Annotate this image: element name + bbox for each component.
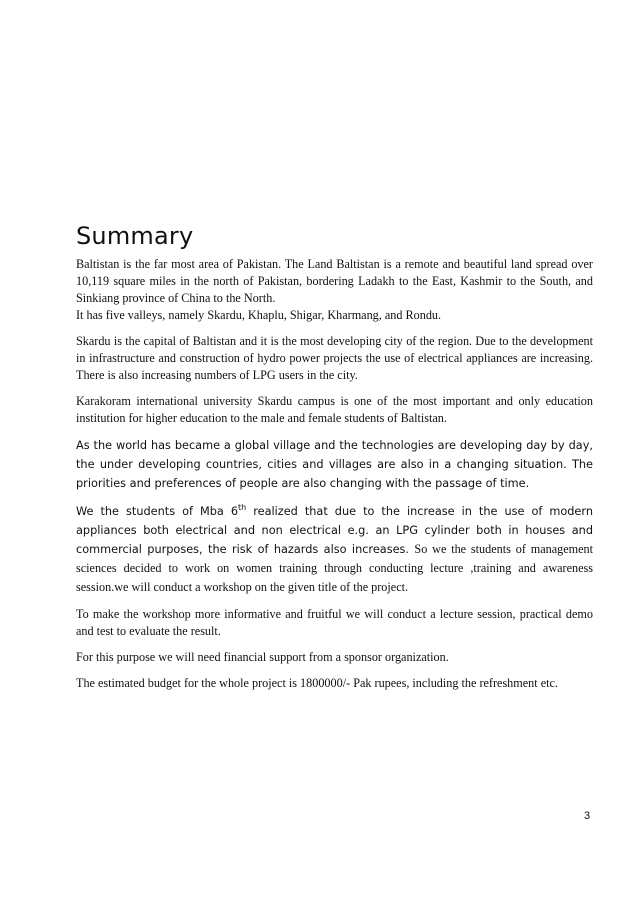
page-number: 3 [584,810,591,822]
students-text-middle: realized that due to the increase in the use of modern appliances both electrical and non electrical e.g. an LPG cylinder both in houses and commercial purposes, the risk of hazards also increases. [76,505,593,556]
paragraph-global-village: As the world has became a global village and the technologies are developing day by day, the under developing countries, cities and villages are also in a changing situation. The priorities and preferences of people are also changing with the passage of time. [76,439,593,490]
valleys-text: It has five valleys, namely Skardu, Khaplu, Shigar, Kharmang, and Rondu. [76,308,442,322]
students-text-start: We the students of Mba 6 [76,505,239,518]
paragraph-valleys [76,307,593,324]
paragraph-students [76,502,593,597]
intro-text: Baltistan is the far most area of Pakistan. The Land Baltistan is a remote and beautiful land spread over 10,119 square miles in the north of Pakistan, bordering Ladakh to the East, Kashmir to the South, and Sinkiang province of China to the North. [76,257,593,305]
paragraph-workshop: To make the workshop more informative and fruitful we will conduct a lecture session, practical demo and test to evaluate the result. [76,607,593,638]
page-title: Summary [76,222,194,250]
paragraph-skardu: Skardu is the capital of Baltistan and it is the most developing city of the region. Due to the development in infrastructure and construction of hydro power projects the use of electrical appliances are increasing. There is also increasing numbers of LPG users in the city. [76,334,593,382]
summary-section [76,222,593,701]
paragraph-university: Karakoram international university Skardu campus is one of the most important and only education institution for higher education to the male and female students of Baltistan. [76,394,593,425]
paragraph-budget: The estimated budget for the whole project is 1800000/- Pak rupees, including the refreshment etc. [76,676,558,690]
paragraph-intro [76,256,593,307]
students-text-end: So we the students of management sciences decided to work on women training through conducting lecture ,training and awareness session.we will conduct a workshop on the given title of the project. [76,542,593,594]
ordinal-suffix: th [238,503,247,513]
paragraph-financial: For this purpose we will need financial support from a sponsor organization. [76,650,449,664]
